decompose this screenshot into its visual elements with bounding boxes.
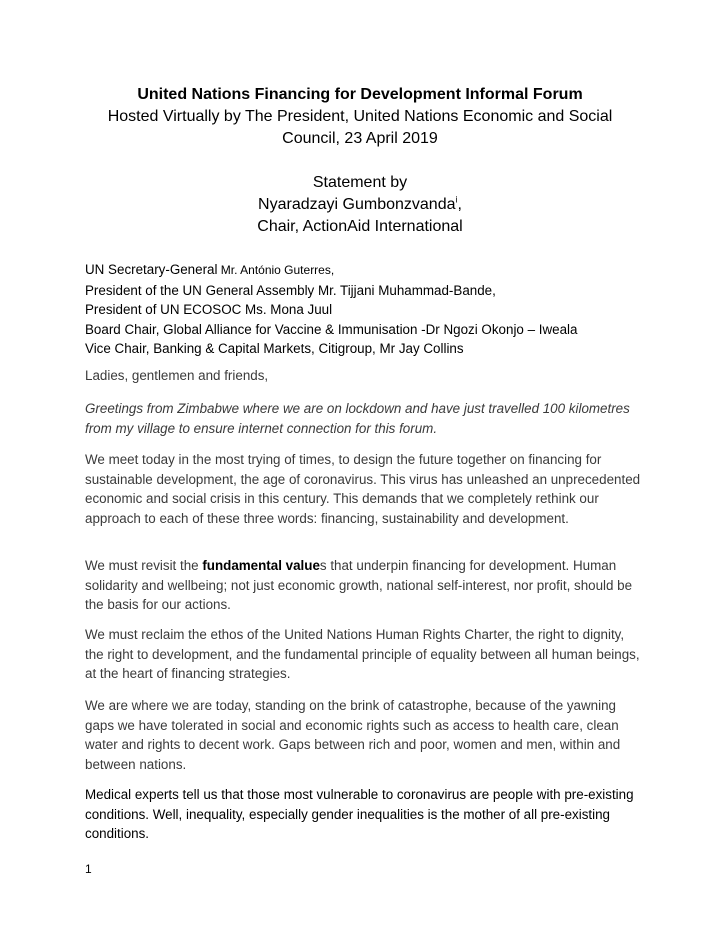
statement-block (60, 172, 660, 238)
document-header (60, 84, 660, 150)
addressee-title: UN Secretary-General (85, 262, 218, 277)
page-number: 1 (85, 862, 92, 876)
header-date-line: Council, 23 April 2019 (282, 130, 438, 147)
paragraph-1: We meet today in the most trying of times, to design the future together on financing for sustainable development, the age of coronavirus. This virus has unleashed an unprecedented economic and social crisis in this century. This demands that we completely rethink our approach to each of these three words: financing, sustainability and development. (85, 452, 641, 526)
addressee-line: President of UN ECOSOC Ms. Mona Juul (85, 302, 333, 318)
salutation: Ladies, gentlemen and friends, (85, 368, 269, 383)
addressee-name: Mr. António Guterres, (217, 263, 335, 277)
paragraph-2 (85, 556, 645, 615)
paragraph-2-emphasis: fundamental value (202, 558, 320, 573)
footnote-marker[interactable]: i (455, 194, 458, 205)
addressee-line: Vice Chair, Banking & Capital Markets, Citigroup, Mr Jay Collins (85, 341, 464, 357)
paragraph-4: We are where we are today, standing on the brink of catastrophe, because of the yawning gaps we have tolerated in social and economic rights such as access to health care, clean water and rights to decent work. Gaps between rich and poor, women and men, within and between nations. (85, 698, 621, 772)
addressee-line (85, 260, 645, 281)
greetings-paragraph: Greetings from Zimbabwe where we are on lockdown and have just travelled 100 kilometres from my village to ensure internet connection for this forum. (85, 401, 630, 436)
speaker-comma: , (457, 196, 462, 213)
addressee-list (85, 260, 645, 359)
paragraph-2-rest: s that underpin financing for development. Human solidarity and wellbeing; not just economic growth, national self-interest, nor profit, should be the basis for our actions. (85, 558, 633, 613)
header-hosted-line: Hosted Virtually by The President, United Nations Economic and Social (107, 108, 613, 125)
addressee-line: Board Chair, Global Alliance for Vaccine & Immunisation -Dr Ngozi Okonjo – Iweala (85, 321, 578, 337)
statement-by: Statement by (312, 174, 408, 191)
document-title: United Nations Financing for Development Informal Forum (137, 86, 583, 103)
speaker-name: Nyaradzayi Gumbonzvanda (258, 196, 456, 213)
paragraph-2-lead: We must revisit the (85, 558, 203, 573)
speaker-role: Chair, ActionAid International (257, 218, 463, 235)
addressee-line: President of the UN General Assembly Mr. Tijjani Muhammad-Bande, (85, 282, 496, 298)
paragraph-3: We must reclaim the ethos of the United Nations Human Rights Charter, the right to dignity, the right to development, and the fundamental principle of equality between all human beings, at the heart of financing strategies. (85, 627, 640, 682)
speaker-line (60, 194, 660, 216)
paragraph-5: Medical experts tell us that those most vulnerable to coronavirus are people with pre-existing conditions. Well, inequality, especially gender inequalities is the mother of all pre-existing conditions. (85, 787, 634, 842)
